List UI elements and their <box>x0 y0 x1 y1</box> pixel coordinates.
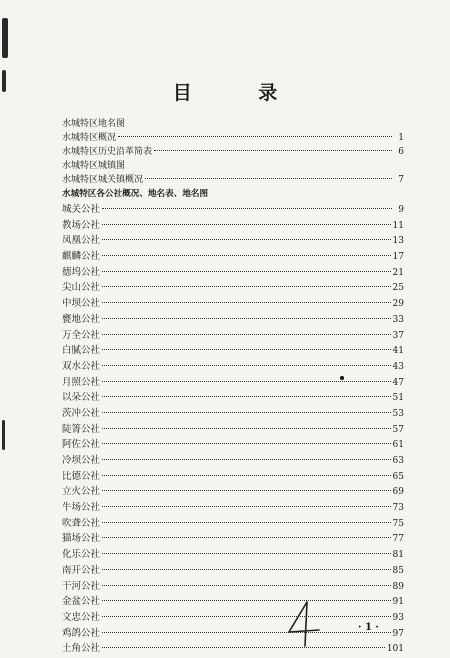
toc-entry-page: 63 <box>392 456 404 466</box>
toc-entry[interactable] <box>62 453 404 469</box>
toc-entry[interactable] <box>62 265 404 281</box>
dot-leader <box>102 318 391 319</box>
toc-entry[interactable] <box>62 159 404 173</box>
toc-entry-page: 33 <box>392 314 404 325</box>
toc-entry[interactable] <box>62 312 404 328</box>
toc-entry[interactable] <box>62 594 404 610</box>
scan-edge-mark <box>2 420 5 450</box>
toc-entry-label: 南开公社 <box>62 564 101 576</box>
handwritten-number <box>283 600 323 648</box>
toc-entry-page: 73 <box>392 503 404 514</box>
toc-entry-label: 化乐公社 <box>62 549 101 561</box>
toc-entry-label: 鸡鸽公社 <box>62 627 101 639</box>
toc-entry[interactable] <box>62 343 404 359</box>
ink-dot <box>340 376 344 380</box>
toc-entry-label: 文忠公社 <box>62 611 101 623</box>
toc-entry[interactable] <box>62 296 404 312</box>
toc-entry-label: 水城特区概况 <box>62 133 117 143</box>
dot-leader <box>102 286 391 287</box>
toc-entry[interactable] <box>62 626 404 642</box>
toc-entry-page: 89 <box>392 581 404 592</box>
toc-entry[interactable] <box>62 117 404 131</box>
toc-entry-label: 金盆公社 <box>62 596 101 608</box>
toc-entry[interactable] <box>62 469 404 485</box>
toc-entry[interactable] <box>62 516 404 532</box>
toc-entry-page: 47 <box>392 377 404 388</box>
dot-leader <box>102 569 391 570</box>
dot-leader <box>102 255 391 256</box>
toc-entry-page: 41 <box>392 346 404 357</box>
toc-entry-label: 茨冲公社 <box>62 407 101 419</box>
page-number-footer: · 1 · <box>358 622 379 633</box>
toc-entry-label: 以朵公社 <box>62 392 101 404</box>
toc-entry[interactable] <box>62 641 404 657</box>
toc-entry[interactable] <box>62 145 404 159</box>
toc-entry-label: 甕地公社 <box>62 313 101 325</box>
toc-entry-page: 37 <box>392 330 404 341</box>
dot-leader <box>102 647 385 648</box>
toc-entry-page: 53 <box>392 408 404 419</box>
toc-entry-page: 81 <box>392 550 404 561</box>
toc-entry-page: 77 <box>392 534 404 545</box>
dot-leader <box>102 585 391 586</box>
dot-leader <box>102 537 391 538</box>
toc-entry-page: 29 <box>392 299 404 310</box>
toc-entry-page: 43 <box>392 361 404 372</box>
dot-leader <box>102 459 391 460</box>
toc-entry-page: 13 <box>392 236 404 247</box>
dot-leader <box>154 150 392 151</box>
toc-entry-label: 土角公社 <box>62 643 101 655</box>
toc-entry-label: 水城特区地名图 <box>62 119 126 129</box>
dot-leader <box>102 600 391 601</box>
toc-entry-page: 6 <box>398 147 404 157</box>
toc-entry-page: 1 <box>398 133 404 143</box>
toc-entry-page: 25 <box>392 283 404 294</box>
toc-entry-page: 17 <box>392 252 404 263</box>
toc-entry-label: 中坝公社 <box>62 298 101 310</box>
toc-entry-page: 21 <box>392 267 404 278</box>
dot-leader <box>102 334 391 335</box>
dot-leader <box>102 553 391 554</box>
toc-entry-label: 城关公社 <box>62 204 101 215</box>
toc-entry-label: 阿佐公社 <box>62 439 101 451</box>
dot-leader <box>102 381 391 382</box>
toc-entry[interactable] <box>62 375 404 391</box>
toc-entry-label: 干河公社 <box>62 580 101 592</box>
toc-entry-label: 尖山公社 <box>62 282 101 294</box>
toc-entry[interactable] <box>62 131 404 145</box>
toc-entry-label: 吹聋公社 <box>62 517 101 529</box>
dot-leader <box>102 302 391 303</box>
toc-entry[interactable] <box>62 406 404 422</box>
dot-leader <box>102 490 391 491</box>
toc-entry[interactable] <box>62 484 404 500</box>
toc-entry[interactable] <box>62 531 404 547</box>
toc-entry[interactable] <box>62 422 404 438</box>
toc-entry-label: 万全公社 <box>62 329 101 341</box>
toc-entry-label: 水城特区各公社概况、地名表、地名图 <box>62 189 209 199</box>
toc-entry[interactable] <box>62 280 404 296</box>
dot-leader <box>145 178 392 179</box>
toc-entry[interactable] <box>62 173 404 187</box>
dot-leader <box>102 632 391 633</box>
toc-entry-page: 65 <box>392 471 404 482</box>
table-of-contents <box>62 117 404 657</box>
toc-entry[interactable] <box>62 187 404 202</box>
toc-entry-label: 冷坝公社 <box>62 455 101 466</box>
toc-entry[interactable] <box>62 218 404 234</box>
toc-entry-page: 91 <box>392 597 404 608</box>
toc-entry[interactable] <box>62 500 404 516</box>
dot-leader <box>102 224 391 225</box>
toc-entry[interactable] <box>62 579 404 595</box>
dot-leader <box>102 271 391 272</box>
toc-entry-page: 69 <box>392 487 404 498</box>
toc-entry-page: 85 <box>392 565 404 576</box>
dot-leader <box>102 239 391 240</box>
toc-entry[interactable] <box>62 233 404 249</box>
dot-leader <box>102 443 391 444</box>
toc-entry-label: 白腻公社 <box>62 345 101 357</box>
toc-entry-label: 水城特区城镇图 <box>62 161 126 171</box>
toc-entry-page: 75 <box>392 518 404 529</box>
toc-entry[interactable] <box>62 249 404 265</box>
dot-leader <box>102 428 391 429</box>
toc-entry[interactable] <box>62 359 404 375</box>
toc-entry[interactable] <box>62 202 404 218</box>
toc-entry[interactable] <box>62 563 404 579</box>
dot-leader <box>102 396 391 397</box>
dot-leader <box>102 365 391 366</box>
toc-entry-label: 凤凰公社 <box>62 235 101 247</box>
toc-entry-page: 61 <box>392 440 404 451</box>
toc-entry-page: 51 <box>392 393 404 404</box>
toc-entry-label: 双水公社 <box>62 360 101 372</box>
toc-entry-label: 水城特区城关镇概况 <box>62 175 144 185</box>
scan-edge-mark <box>2 18 8 58</box>
dot-leader <box>118 136 392 137</box>
dot-leader <box>102 412 391 413</box>
toc-entry-page: 101 <box>386 644 404 655</box>
toc-entry-label: 比德公社 <box>62 470 101 482</box>
dot-leader <box>102 506 391 507</box>
dot-leader <box>102 522 391 523</box>
toc-entry-label: 德坞公社 <box>62 266 101 278</box>
toc-entry[interactable] <box>62 547 404 563</box>
toc-entry-page: 97 <box>392 628 404 639</box>
toc-entry-page: 9 <box>398 205 404 215</box>
toc-entry-label: 月照公社 <box>62 376 101 388</box>
toc-entry-label: 麒麟公社 <box>62 251 101 263</box>
toc-entry[interactable] <box>62 390 404 406</box>
toc-entry-label: 陡箐公社 <box>62 423 101 435</box>
toc-entry-label: 水城特区历史沿革简表 <box>62 147 153 157</box>
toc-entry-label: 教场公社 <box>62 219 101 231</box>
page-title: 目 录 <box>172 82 308 104</box>
toc-entry[interactable] <box>62 610 404 626</box>
toc-entry-label: 牛场公社 <box>62 502 101 514</box>
toc-entry-page: 7 <box>398 175 404 185</box>
toc-entry[interactable] <box>62 328 404 344</box>
toc-entry-label: 立火公社 <box>62 486 101 498</box>
toc-entry[interactable] <box>62 437 404 453</box>
dot-leader <box>102 475 391 476</box>
toc-entry-page: 57 <box>392 424 404 435</box>
dot-leader <box>102 349 391 350</box>
toc-entry-page: 11 <box>392 220 404 231</box>
toc-entry-page: 93 <box>392 612 404 623</box>
dot-leader <box>102 208 392 209</box>
dot-leader <box>102 616 391 617</box>
toc-entry-label: 猫场公社 <box>62 533 101 545</box>
